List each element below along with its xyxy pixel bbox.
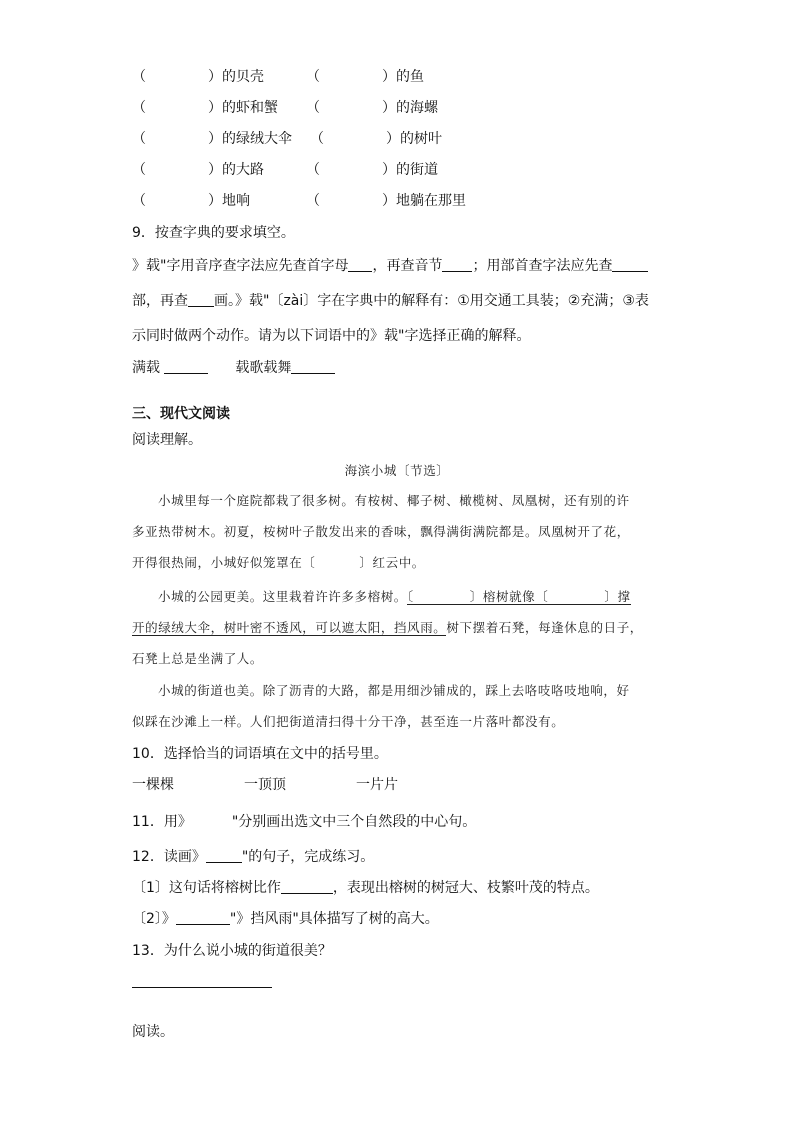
answer-blank[interactable]	[132, 162, 222, 178]
section-heading: 三、现代文阅读	[132, 406, 230, 422]
passage-line: 开的绿绒大伞，树叶密不透风，可以遮太阳，挡风雨。树下摆着石凳，每逢休息的日子，	[132, 620, 643, 635]
passage-line: 小城的公园更美。这里栽着许许多多榕树。〔 〕榕树就像〔 〕撑	[158, 589, 631, 604]
answer-blank[interactable]	[132, 100, 222, 116]
answer-blank[interactable]	[281, 879, 333, 894]
answer-blank[interactable]	[164, 359, 208, 374]
question-12-part-1: 〔1〕这句话将榕树比作 ，表现出榕树的树冠大、枝繁叶茂的特点。	[132, 880, 599, 896]
question-12-title: 12．读画》 "的句子，完成练习。	[132, 849, 375, 865]
word-option: 一棵棵	[132, 777, 174, 793]
question-9-title: 9．按查字典的要求填空。	[132, 225, 295, 241]
fill-item: （ ） 的海螺	[306, 98, 438, 118]
answer-blank[interactable]	[612, 257, 648, 272]
fill-item: （ ） 地躺在那里	[306, 191, 466, 211]
question-12-part-2: 〔2〕》 "》挡风雨"具体描写了树的高大。	[132, 911, 439, 927]
question-13-title: 13．为什么说小城的街道很美？	[132, 943, 332, 959]
fill-item: （ ） 的街道	[306, 160, 438, 180]
next-section-label: 阅读。	[132, 1024, 174, 1040]
passage-line: 石凳上总是坐满了人。	[132, 651, 264, 666]
question-9-line-2: 部，再查 画。》载"〔zài〕字在字典中的解释有：①用交通工具装；②充满；③表	[132, 293, 649, 309]
fill-item: （ ）地响	[132, 191, 250, 211]
passage-title: 海滨小城〔节选〕	[344, 463, 450, 478]
passage-line: 小城的街道也美。除了沥青的大路，都是用细沙铺成的，踩上去咯吱咯吱地响，好	[158, 683, 630, 698]
word-option: 一顶顶	[244, 777, 286, 793]
section-subheading: 阅读理解。	[132, 432, 202, 448]
fill-item: （ ） 的树叶	[310, 129, 442, 149]
fill-item: （ ）的绿绒大伞	[132, 129, 292, 149]
answer-blank[interactable]	[306, 162, 396, 178]
passage-line: 似踩在沙滩上一样。人们把街道清扫得十分干净，甚至连一片落叶都没有。	[132, 714, 565, 729]
question-9-words: 满载 载歌载舞	[132, 358, 335, 378]
answer-blank[interactable]	[132, 131, 222, 147]
answer-blank[interactable]	[132, 69, 222, 85]
word-option: 一片片	[356, 777, 398, 793]
answer-blank[interactable]	[176, 910, 230, 925]
answer-blank[interactable]	[306, 100, 396, 116]
passage-line: 小城里每一个庭院都栽了很多树。有桉树、椰子树、橄榄树、凤凰树，还有别的许	[158, 493, 630, 508]
answer-blank[interactable]	[306, 69, 396, 85]
answer-blank[interactable]	[348, 257, 372, 272]
answer-blank[interactable]	[442, 257, 472, 272]
answer-blank[interactable]	[132, 193, 222, 209]
question-9-line-3: 示同时做两个动作。请为以下词语中的》载"字选择正确的解释。	[132, 328, 531, 344]
answer-blank[interactable]	[306, 193, 396, 209]
question-9-line-1: 》载"字用音序查字法应先查首字母 ，再查音节 ；用部首查字法应先查	[132, 256, 648, 276]
question-10-title: 10．选择恰当的词语填在文中的括号里。	[132, 746, 388, 762]
fill-item: （ ） 的鱼	[306, 67, 424, 87]
question-11: 11．用》 "分别画出选文中三个自然段的中心句。	[132, 814, 477, 830]
answer-blank[interactable]	[291, 359, 335, 374]
answer-line[interactable]	[132, 987, 272, 988]
passage-line: 多亚热带树木。初夏，桉树叶子散发出来的香味，飘得满街满院都是。凤凰树开了花，	[132, 524, 630, 539]
fill-item: （ ）的虾和蟹	[132, 98, 278, 118]
answer-blank[interactable]	[310, 131, 400, 147]
fill-item: （ ）的贝壳	[132, 67, 264, 87]
fill-item: （ ）的大路	[132, 160, 264, 180]
passage-line: 开得很热闹，小城好似笼罩在〔 〕红云中。	[132, 555, 425, 570]
answer-blank[interactable]	[188, 292, 214, 307]
